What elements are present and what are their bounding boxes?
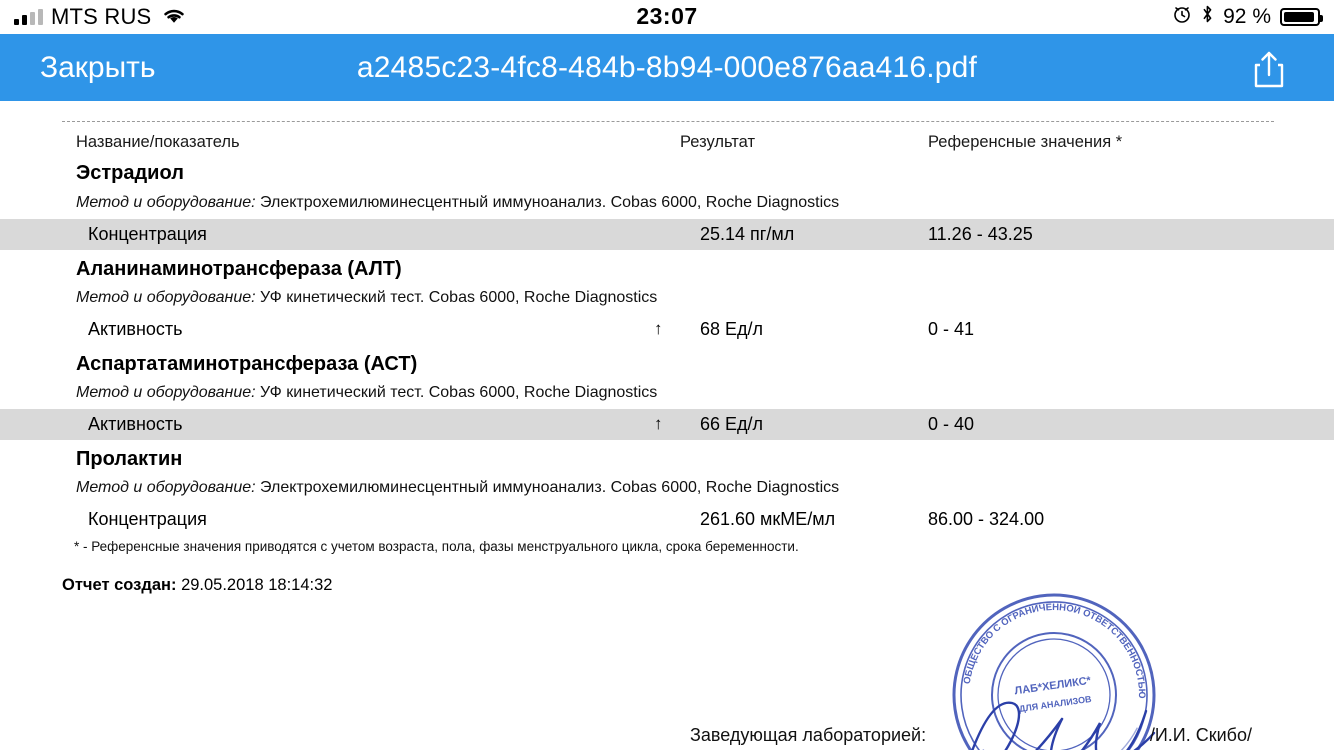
row-reference: 86.00 - 324.00 (928, 509, 1045, 529)
row-result: 25.14 пг/мл (700, 224, 795, 244)
row-reference: 11.26 - 43.25 (928, 224, 1033, 244)
battery-icon (1280, 8, 1320, 26)
analyte-title: Аланинаминотрансфераза (АЛТ) (76, 258, 402, 280)
bluetooth-icon (1201, 4, 1214, 30)
method-text (76, 289, 657, 307)
method-label: Метод и оборудование: (76, 194, 256, 211)
column-header-name: Название/показатель (76, 133, 240, 151)
analyte-title: Пролактин (76, 448, 183, 470)
row-reference: 0 - 40 (928, 414, 975, 434)
row-reference: 0 - 41 (928, 319, 975, 339)
divider (62, 121, 1274, 122)
analyte-title-row (0, 159, 1334, 191)
analyte-title-row (0, 250, 1334, 286)
clipped-text-row (60, 101, 1274, 103)
method-text (76, 384, 657, 402)
column-header-result: Результат (680, 133, 756, 151)
method-text (76, 479, 839, 497)
carrier-label: MTS RUS (51, 4, 152, 29)
row-name: Активность (88, 319, 183, 339)
results-table (0, 129, 1334, 535)
row-result: 68 Ед/л (700, 319, 764, 339)
ios-status-bar (0, 0, 1334, 34)
report-created-value: 29.05.2018 18:14:32 (181, 576, 333, 594)
analyte-title-row (0, 345, 1334, 381)
svg-text:ЛАБ*ХЕЛИКС*: ЛАБ*ХЕЛИКС* (1013, 674, 1092, 698)
report-created-label: Отчет создан: (62, 576, 177, 594)
analyte-title: Эстрадиол (76, 162, 184, 184)
handwritten-signature (950, 671, 1170, 750)
method-label: Метод и оборудование: (76, 384, 256, 401)
close-button[interactable]: Закрыть (40, 50, 156, 84)
table-row (0, 314, 1334, 345)
method-row (0, 381, 1334, 409)
row-result: 261.60 мкМЕ/мл (700, 509, 836, 529)
analyte-title-row (0, 440, 1334, 476)
method-label: Метод и оборудование: (76, 479, 256, 496)
table-row (0, 219, 1334, 250)
battery-percent-label: 92 % (1223, 5, 1271, 28)
table-row (0, 409, 1334, 440)
row-name: Активность (88, 414, 183, 434)
reference-footnote: * - Референсные значения приводятся с учетом возраста, пола, фазы менструального цикла, срока беременности. (74, 539, 799, 554)
alarm-clock-icon (1172, 4, 1192, 30)
table-header-row (0, 129, 1334, 159)
svg-text:ОБЩЕСТВО С ОГРАНИЧЕННОЙ ОТВЕТС: ОБЩЕСТВО С ОГРАНИЧЕННОЙ ОТВЕТСТВЕННОСТЬЮ (961, 601, 1148, 699)
svg-text:ДЛЯ АНАЛИЗОВ: ДЛЯ АНАЛИЗОВ (1018, 693, 1093, 714)
method-row (0, 286, 1334, 314)
method-value: Электрохемилюминесцентный иммуноанализ. Cobas 6000, Roche Diagnostics (260, 194, 840, 211)
analyte-title: Аспартатаминотрансфераза (АСТ) (76, 353, 418, 375)
method-row (0, 476, 1334, 504)
method-label: Метод и оборудование: (76, 289, 256, 306)
table-row (0, 504, 1334, 535)
pdf-viewer-navbar (0, 34, 1334, 101)
clock-label: 23:07 (636, 3, 698, 29)
status-bar-right (1172, 0, 1320, 34)
row-name: Концентрация (88, 509, 207, 529)
method-value: УФ кинетический тест. Cobas 6000, Roche Diagnostics (260, 384, 658, 401)
column-header-reference: Референсные значения * (928, 133, 1123, 151)
abnormal-flag-icon: ↑ (654, 319, 663, 338)
method-value: УФ кинетический тест. Cobas 6000, Roche Diagnostics (260, 289, 658, 306)
row-name: Концентрация (88, 224, 207, 244)
method-value: Электрохемилюминесцентный иммуноанализ. Cobas 6000, Roche Diagnostics (260, 479, 840, 496)
document-title: a2485c23-4fc8-484b-8b94-000e876aa416.pdf (356, 50, 978, 84)
abnormal-flag-icon: ↑ (654, 414, 663, 433)
method-row (0, 191, 1334, 219)
share-icon[interactable] (1248, 48, 1290, 90)
pdf-page-view[interactable]: Название/показатель Результат Референсные значения * Эстрадиол Метод и оборудование: Электрохемилюминесцентный иммуноанализ. Cobas 6000, Roche Diagnostics Концентрация 25.14 пг/мл 11.26 - 43.25 Аланинаминотрансфераза (АЛТ) Метод и оборудование: УФ кинетический тест. Cobas 6000, Roche Diagnostics Активность ↑ 68 Ед/л 0 - 41 Аспартатаминотрансфераза (АСТ) Метод и оборудование: УФ кинетический тест. Cobas 6000, Roche Diagnostics Активность ↑ 66 Ед/л 0 - 40 Пролактин Метод и оборудование: Электрохемилюминесцентный иммуноанализ. Cobas 6000, Roche Diagnostics Концентрация 261.60 мкМЕ/мл 86.00 - 324.00 * - Референсные значения приводятся с учетом возраста, пола, фазы менструального цикла, срока беременности. Отчет создан: 29.05.2018 18:14:32 ОБЩЕСТВО С ОГРАНИЧЕННОЙ ОТВЕТСТВЕННОСТЬЮ ЛАБ*ХЕЛИКС* ДЛЯ АНАЛИЗОВ Заведующая лабораторией: /И.И. Скибо/ (0, 101, 1334, 750)
report-created-line (62, 576, 332, 595)
method-text (76, 194, 839, 212)
row-result: 66 Ед/л (700, 414, 764, 434)
